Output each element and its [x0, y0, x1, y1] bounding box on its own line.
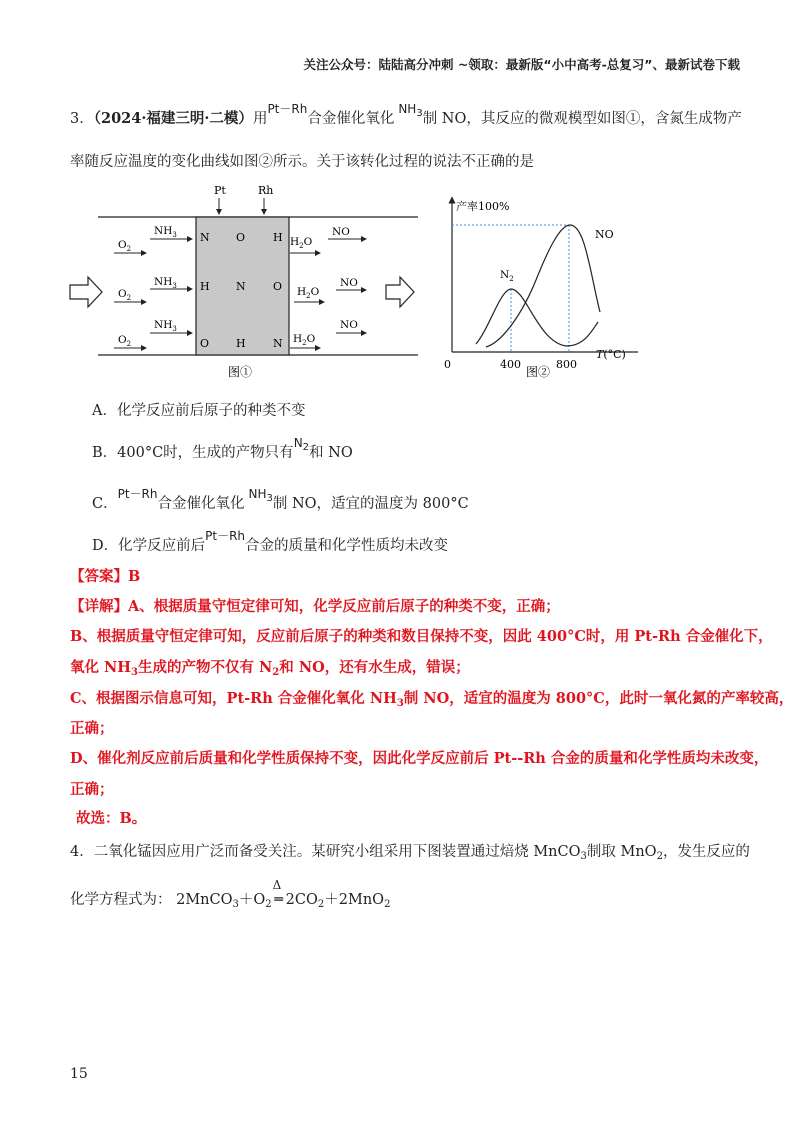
origin-label: 0	[444, 358, 451, 371]
option-b: B．400°C时，生成的产物只有$^{N_2}$和 NO	[92, 436, 353, 461]
svg-text:NH3: $NH_3$	[154, 225, 177, 239]
svg-text:O2: $O_2$	[118, 288, 132, 302]
q3-stem-line2: 率随反应温度的变化曲线如图②所示。关于该转化过程的说法不正确的是	[70, 154, 534, 170]
svg-text:O2: $O_2$	[118, 334, 132, 348]
svg-text:O2: $O_2$	[118, 239, 132, 253]
svg-text:NO: NO	[340, 319, 358, 331]
svg-text:NH3: $NH_3$	[154, 319, 177, 333]
q4-line-1: 4．二氧化锰因应用广泛而备受关注。某研究小组采用下图装置通过焙烧 MnCO$_3$制取 MnO$_2$，发生反应的	[70, 844, 750, 862]
q3-stem-line1: 3．（2024·福建三明·二模）用$^{Pt-Rh}$合金催化氧化$^{NH_3}$制 NO，其反应的微观模型如图①，含氮生成物产	[70, 102, 742, 127]
option-c: C．$^{Pt-Rh}$合金催化氧化$^{NH_3}$制 NO，适宜的温度为 800°C	[92, 487, 469, 512]
detail-line-6: D、催化剂反应前后质量和化学性质保持不变，因此化学反应前后 Pt--Rh 合金的质量和化学性质均未改变，	[70, 750, 769, 767]
answer: 【答案】B	[70, 568, 141, 585]
y-axis-label: 产率100%	[456, 200, 510, 213]
atom-o: O	[236, 231, 246, 244]
atom-n: N	[236, 280, 246, 293]
chemical-equation: $2MnCO_3+O_2$ Δ ═ $2CO_2+2MnO_2$	[176, 878, 391, 910]
detail-line-3: 氧化 $NH_3$生成的产物不仅有 $N_2$和 NO，还有水生成，错误；	[70, 659, 470, 678]
svg-text:NO: NO	[332, 226, 350, 238]
atom-o: O	[273, 280, 283, 293]
atom-h: H	[200, 280, 210, 293]
pt-label: Pt	[214, 184, 226, 197]
atom-n: N	[273, 337, 283, 350]
n2-curve	[476, 289, 598, 346]
svg-text:H2O: $H_2O$	[293, 333, 316, 347]
atom-n: N	[200, 231, 210, 244]
detail-line-7: 正确；	[70, 781, 114, 798]
svg-text:NO: NO	[340, 277, 358, 289]
no-label: NO	[595, 228, 614, 241]
tick-800: 800	[556, 358, 577, 371]
x-axis-label: T(°C)	[596, 348, 626, 361]
svg-text:H2O: $H_2O$	[290, 236, 313, 250]
figure-2-caption: 图②	[526, 365, 551, 379]
page-number: 15	[70, 1066, 88, 1082]
rh-label: Rh	[258, 184, 274, 197]
detail-line-4: C、根据图示信息可知，Pt-Rh 合金催化氧化 $NH_3$制 NO，适宜的温度为 800°C，此时一氧化氮的产率较高，	[70, 690, 794, 709]
tick-400: 400	[500, 358, 521, 371]
figure-1-microscopic-model	[68, 182, 423, 382]
figure-2-yield-curve	[438, 192, 648, 382]
svg-text:H2O: $H_2O$	[297, 286, 320, 300]
inflow-arrow	[70, 277, 102, 307]
atom-h: H	[273, 231, 283, 244]
option-a: A．化学反应前后原子的种类不变	[92, 403, 306, 419]
n2-label: $N_2$	[500, 269, 514, 283]
atom-o: O	[200, 337, 210, 350]
figure-1-caption: 图①	[228, 365, 253, 379]
detail-line-8: 故选：B。	[76, 810, 147, 827]
option-d: D．化学反应前后$^{Pt-Rh}$合金的质量和化学性质均未改变	[92, 529, 449, 554]
q4-line-2: 化学方程式为： $2MnCO_3+O_2$ Δ ═ $2CO_2+2MnO_2$	[70, 878, 391, 910]
page-header: 关注公众号：陆陆高分冲刺 ~领取：最新版“小中高考-总复习”、最新试卷下载	[303, 57, 740, 72]
svg-text:NH3: $NH_3$	[154, 276, 177, 290]
detail-line-5: 正确；	[70, 720, 114, 737]
detail-line-1: 【详解】A、根据质量守恒定律可知，化学反应前后原子的种类不变，正确；	[70, 598, 560, 615]
detail-line-2: B、根据质量守恒定律可知，反应前后原子的种类和数目保持不变，因此 400°C时，用 Pt-Rh 合金催化下，	[70, 628, 773, 645]
outflow-arrow	[386, 277, 414, 307]
no-curve	[486, 225, 600, 347]
atom-h: H	[236, 337, 246, 350]
